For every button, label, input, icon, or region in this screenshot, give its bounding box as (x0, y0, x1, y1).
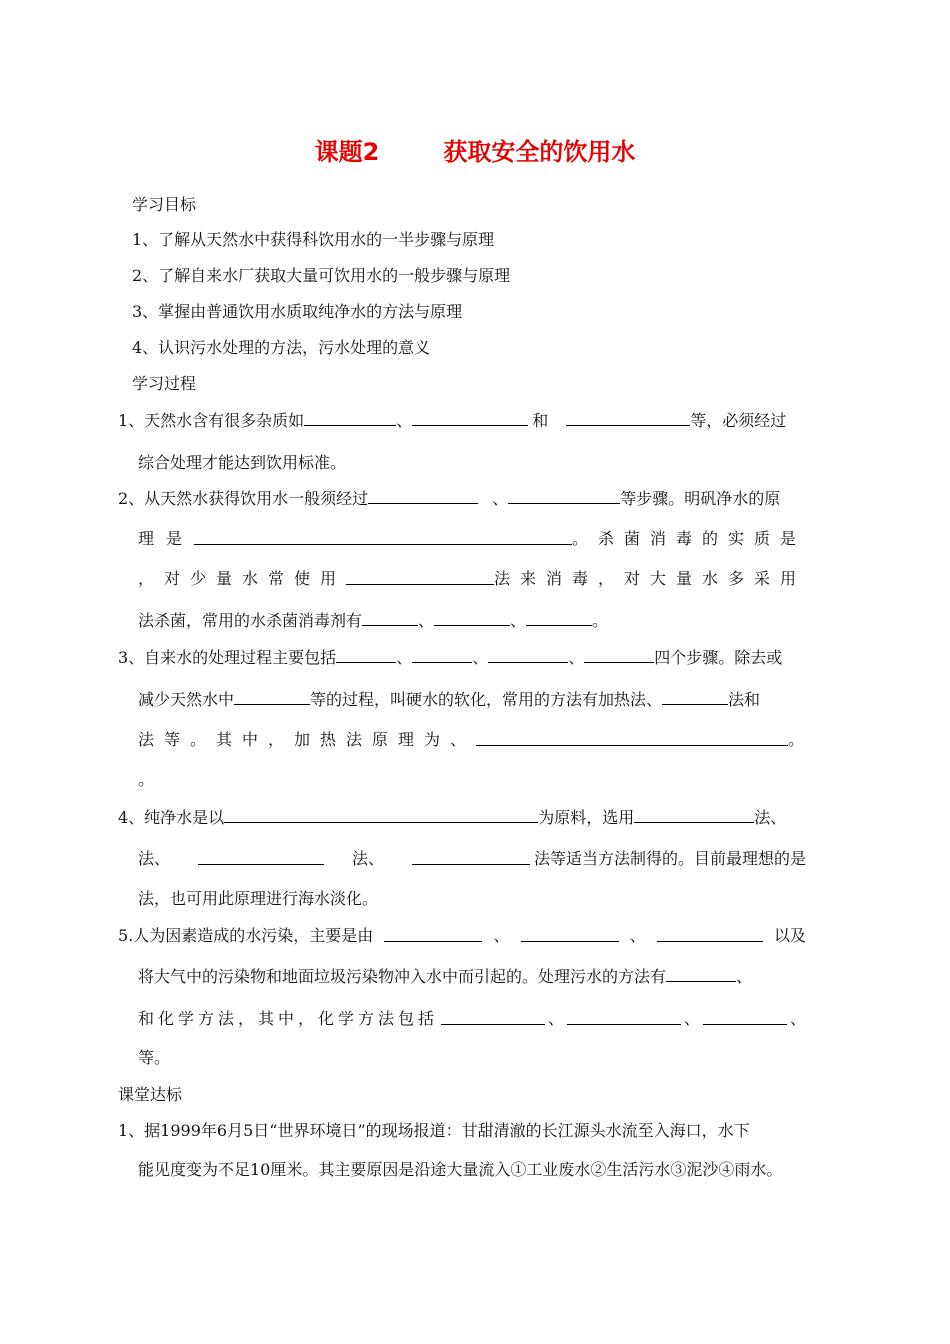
answer-blank[interactable] (234, 688, 310, 705)
answer-blank[interactable] (224, 806, 538, 823)
answer-blank[interactable] (508, 487, 620, 504)
page-title (0, 132, 950, 167)
answer-blank[interactable] (346, 568, 494, 585)
class-question-1-line-2: 能见度变为不足10厘米。其主要原因是沿途大量流入①工业废水②生活污水③泥沙④雨水。 (138, 1160, 783, 1179)
objective-item: 3、掌握由普通饮用水质取纯净水的方法与原理 (132, 302, 463, 321)
answer-blank[interactable] (412, 409, 528, 426)
question-5-line-1: 5.人为因素造成的水污染，主要是由 、 、 以及 (118, 926, 806, 945)
question-2-line-2: 理是 。杀菌消毒的实质是 (138, 529, 806, 548)
answer-blank[interactable] (362, 609, 418, 626)
answer-blank[interactable] (567, 1008, 681, 1025)
question-4-line-2: 法、 法、 法等适当方法制得的。目前最理想的是 (138, 849, 806, 868)
question-1-line-2: 综合处理才能达到饮用标准。 (138, 453, 347, 472)
answer-blank[interactable] (441, 1008, 545, 1025)
answer-blank[interactable] (476, 729, 788, 746)
answer-blank[interactable] (666, 965, 736, 982)
question-2-line-4: 法杀菌，常用的水杀菌消毒剂有 、 、 。 (138, 611, 609, 630)
answer-blank[interactable] (703, 1008, 787, 1025)
answer-blank[interactable] (634, 806, 754, 823)
answer-blank[interactable] (657, 925, 763, 942)
process-heading: 学习过程 (132, 374, 197, 393)
answer-blank[interactable] (521, 925, 619, 942)
answer-blank[interactable] (336, 646, 396, 663)
answer-blank[interactable] (198, 848, 324, 865)
answer-blank[interactable] (194, 528, 572, 545)
answer-blank[interactable] (412, 848, 530, 865)
answer-blank[interactable] (488, 646, 568, 663)
answer-blank[interactable] (304, 409, 396, 426)
question-3-line-1: 3、自来水的处理过程主要包括 、 、 、 四个步骤。除去或 (118, 648, 783, 667)
class-question-1-line-1: 1、据1999年6月5日“世界环境日”的现场报道：甘甜清澈的长江源头水流至入海口，水下 (118, 1121, 750, 1140)
answer-blank[interactable] (566, 409, 690, 426)
question-5-line-4: 等。 (138, 1048, 171, 1067)
question-4-line-1: 4、纯净水是以 为原料，选用 法、 (118, 808, 787, 827)
answer-blank[interactable] (368, 487, 478, 504)
lesson-title: 获取安全的饮用水 (443, 138, 636, 166)
question-3-line-4: 。 (138, 770, 155, 789)
answer-blank[interactable] (526, 609, 592, 626)
objective-item: 4、认识污水处理的方法，污水处理的意义 (132, 338, 431, 357)
lesson-number: 课题2 (314, 138, 380, 166)
question-2-line-3: ，对少量水常使用 法来消毒，对大量水多采用 (138, 569, 806, 588)
question-1-line-1: 1、天然水含有很多杂质如 、 和 等，必须经过 (118, 411, 787, 430)
objective-item: 2、了解自来水厂获取大量可饮用水的一般步骤与原理 (132, 266, 511, 285)
class-heading: 课堂达标 (118, 1085, 183, 1104)
question-3-line-3: 法等。其中，加热法原理为 、 。 (138, 730, 804, 749)
question-5-line-3: 和化学方法，其中，化学方法包括 、 、 、 (138, 1009, 806, 1028)
question-3-line-2: 减少天然水中 等的过程，叫硬水的软化，常用的方法有加热法、 法和 (138, 690, 761, 709)
question-4-line-3: 法，也可用此原理进行海水淡化。 (138, 889, 379, 908)
answer-blank[interactable] (384, 925, 482, 942)
question-2-line-1: 2、从天然水获得饮用水一般须经过 、 等步骤。明矾净水的原 (118, 489, 781, 508)
answer-blank[interactable] (584, 646, 654, 663)
question-5-line-2: 将大气中的污染物和地面垃圾污染物冲入水中而引起的。处理污水的方法有 、 (138, 967, 753, 986)
objectives-heading: 学习目标 (132, 195, 197, 214)
answer-blank[interactable] (434, 609, 510, 626)
answer-blank[interactable] (662, 688, 728, 705)
objective-item: 1、了解从天然水中获得科饮用水的一半步骤与原理 (132, 230, 495, 249)
answer-blank[interactable] (412, 646, 472, 663)
